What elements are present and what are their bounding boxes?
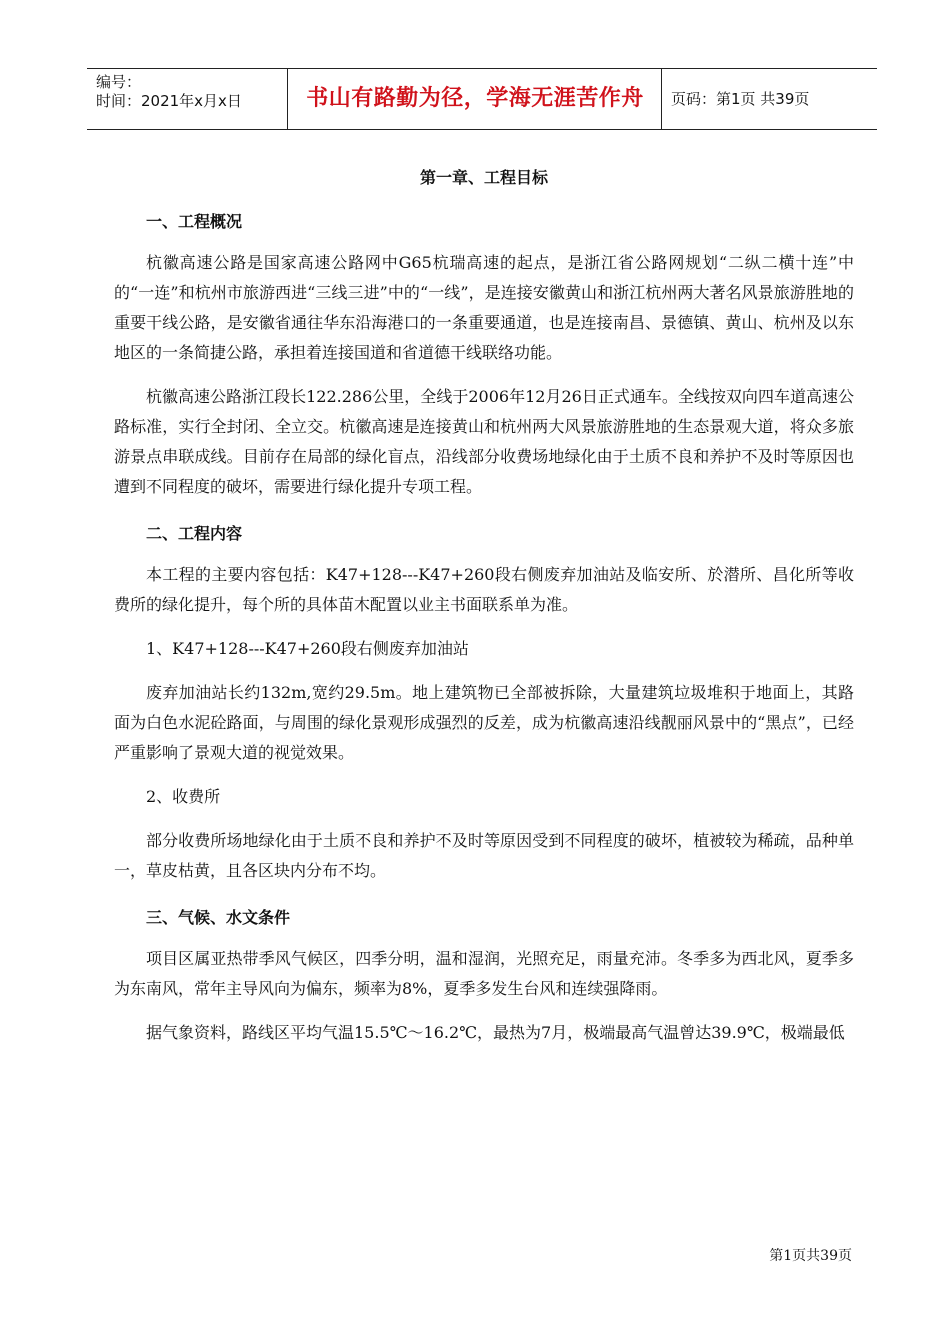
section-heading-climate: 三、气候、水文条件 <box>146 908 291 927</box>
header-divider <box>287 69 288 129</box>
sub-heading: 2、收费所 <box>146 787 221 806</box>
paragraph: 废弃加油站长约132m,宽约29.5m。地上建筑物已全部被拆除，大量建筑垃圾堆积于地面上，其路面为白色水泥砼路面，与周围的绿化景观形成强烈的反差，成为杭徽高速沿线靓丽风景中的“黑点”，已经严重影响了景观大道的视觉效果。 <box>114 683 854 762</box>
paragraph: 杭徽高速公路是国家高速公路网中G65杭瑞高速的起点，是浙江省公路网规划“二纵二横十连”中的“一连”和杭州市旅游西进“三线三进”中的“一线”，是连接安徽黄山和浙江杭州两大著名风景旅游胜地的重要干线公路，是安徽省通往华东沿海港口的一条重要通道，也是连接南昌、景德镇、黄山、杭州及以东地区的一条简捷公路，承担着连接国道和省道德干线联络功能。 <box>114 253 854 362</box>
header-time-label: 时间：2021年x月x日 <box>96 92 242 110</box>
document-body <box>114 160 854 1062</box>
section-heading-overview: 一、工程概况 <box>146 212 243 231</box>
header-motto: 书山有路勤为径，学海无涯苦作舟 <box>306 86 644 111</box>
chapter-title: 第一章、工程目标 <box>419 168 548 187</box>
header-number-label: 编号： <box>96 73 142 91</box>
paragraph: 本工程的主要内容包括：K47+128---K47+260段右侧废弃加油站及临安所、於潜所、昌化所等收费所的绿化提升，每个所的具体苗木配置以业主书面联系单为准。 <box>114 565 854 614</box>
page-header <box>87 68 877 130</box>
paragraph: 据气象资料，路线区平均气温15.5℃～16.2℃，最热为7月，极端最高气温曾达39.9℃，极端最低 <box>146 1023 845 1042</box>
paragraph: 项目区属亚热带季风气候区，四季分明，温和湿润，光照充足，雨量充沛。冬季多为西北风，夏季多为东南风，常年主导风向为偏东，频率为8%，夏季多发生台风和连续强降雨。 <box>114 949 854 998</box>
header-page-info: 页码：第1页 共39页 <box>671 90 810 108</box>
sub-heading: 1、K47+128---K47+260段右侧废弃加油站 <box>146 639 469 658</box>
header-meta <box>96 73 242 111</box>
paragraph: 杭徽高速公路浙江段长122.286公里，全线于2006年12月26日正式通车。全线按双向四车道高速公路标准，实行全封闭、全立交。杭徽高速是连接黄山和杭州两大风景旅游胜地的生态景观大道，将众多旅游景点串联成线。目前存在局部的绿化盲点，沿线部分收费场地绿化由于土质不良和养护不及时等原因也遭到不同程度的破坏，需要进行绿化提升专项工程。 <box>114 387 854 496</box>
section-heading-content: 二、工程内容 <box>146 524 243 543</box>
header-divider <box>661 69 662 129</box>
page-footer: 第1页共39页 <box>769 1248 852 1264</box>
paragraph: 部分收费所场地绿化由于土质不良和养护不及时等原因受到不同程度的破坏，植被较为稀疏，品种单一，草皮枯黄，且各区块内分布不均。 <box>114 831 854 880</box>
